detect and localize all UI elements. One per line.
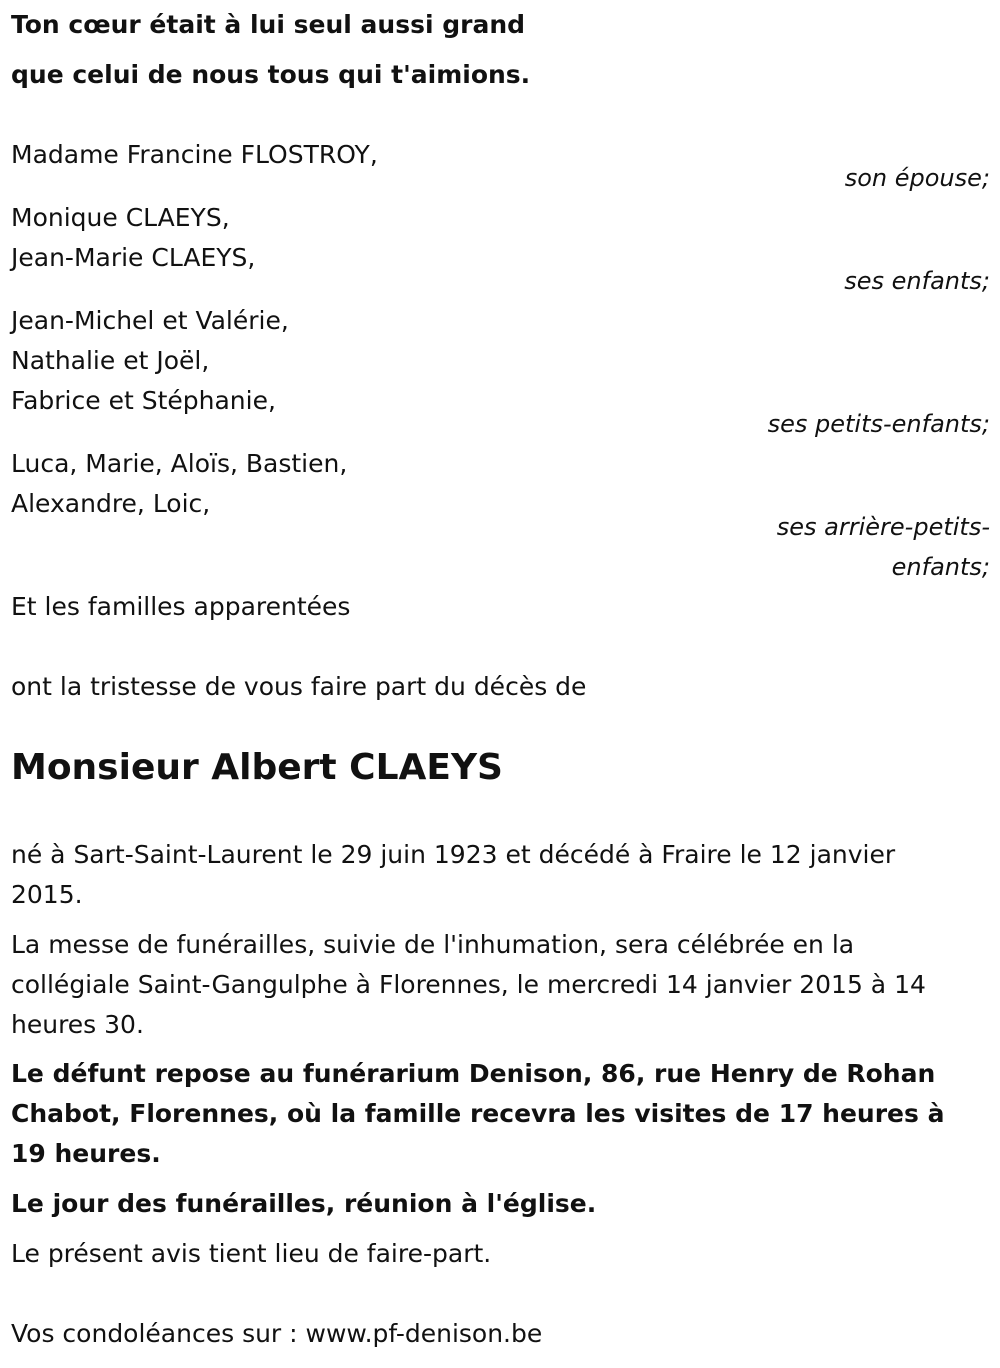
spouse-relation: son épouse;: [844, 164, 990, 192]
spouse-name: Madame Francine FLOSTROY,: [11, 140, 378, 169]
meeting-line: Le jour des funérailles, réunion à l'église.: [11, 1189, 597, 1218]
child-name-1: Monique CLAEYS,: [11, 203, 230, 232]
great-grandchildren-relation-line-1: ses arrière-petits-: [776, 513, 990, 541]
children-relation: ses enfants;: [844, 267, 990, 295]
grandchild-name-3: Fabrice et Stéphanie,: [11, 386, 276, 415]
child-name-2: Jean-Marie CLAEYS,: [11, 243, 256, 272]
grandchildren-relation: ses petits-enfants;: [767, 410, 990, 438]
deceased-name: Monsieur Albert CLAEYS: [11, 747, 503, 788]
epigraph-line-1: Ton cœur était à lui seul aussi grand: [11, 10, 526, 39]
condolences-line: Vos condoléances sur : www.pf-denison.be: [11, 1319, 543, 1348]
relatives-line: Et les familles apparentées: [11, 592, 351, 621]
announcement-line: ont la tristesse de vous faire part du décès de: [11, 672, 587, 701]
grandchild-name-1: Jean-Michel et Valérie,: [11, 306, 289, 335]
great-grandchild-name-2: Alexandre, Loic,: [11, 489, 211, 518]
grandchild-name-2: Nathalie et Joël,: [11, 346, 210, 375]
notice-line: Le présent avis tient lieu de faire-part.: [11, 1239, 492, 1268]
great-grandchildren-relation-line-2: enfants;: [891, 553, 990, 581]
epigraph-line-2: que celui de nous tous qui t'aimions.: [11, 60, 531, 89]
great-grandchild-name-1: Luca, Marie, Aloïs, Bastien,: [11, 449, 348, 478]
funeral-mass-paragraph: La messe de funérailles, suivie de l'inhumation, sera célébrée en la collégiale Saint-Gangulphe à Florennes, le mercredi 14 janvier 2015 à 14 heures 30.: [11, 930, 926, 1039]
birth-death-paragraph: né à Sart-Saint-Laurent le 29 juin 1923 et décédé à Fraire le 12 janvier 2015.: [11, 840, 896, 909]
funerarium-paragraph: Le défunt repose au funérarium Denison, 86, rue Henry de Rohan Chabot, Florennes, où la famille recevra les visites de 17 heures à 19 heures.: [11, 1059, 945, 1168]
